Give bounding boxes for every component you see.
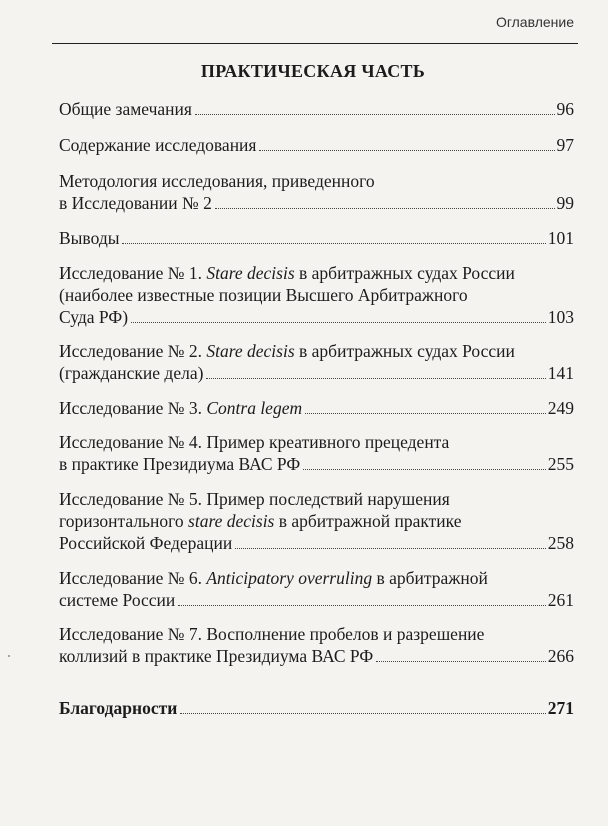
dot-leader (122, 243, 545, 244)
title-italic-text: Stare decisis (206, 263, 295, 283)
title-text: Исследование № 5. Пример последствий нарушения (59, 489, 450, 509)
title-text: Исследование № 7. Восполнение пробелов и разрешение (59, 624, 485, 644)
toc-entry-last-line (59, 453, 574, 475)
toc-entry[interactable] (59, 340, 574, 384)
title-text: в арбитражных судах России (294, 263, 515, 283)
toc-entry-title-line (59, 431, 574, 453)
title-italic-text: Contra legem (206, 398, 303, 418)
dot-leader (206, 378, 545, 379)
toc-entry[interactable] (59, 431, 574, 475)
toc-entry[interactable] (59, 567, 574, 611)
toc-entry-title (59, 192, 212, 214)
toc-entry-last-line (59, 532, 574, 554)
page-number: 141 (547, 363, 574, 383)
page-number: 103 (547, 307, 574, 327)
toc-entry[interactable] (59, 170, 574, 214)
title-text: в арбитражных судах России (294, 341, 515, 361)
title-text: Суда РФ) (59, 307, 129, 327)
toc-entry-last-line (59, 306, 574, 328)
title-text: Благодарности (59, 698, 178, 718)
toc-entry-title (59, 227, 119, 249)
dot-leader (178, 605, 545, 606)
page-number: 97 (556, 135, 574, 155)
title-text: в практике Президиума ВАС РФ (59, 454, 301, 474)
toc-entry-title-line (59, 340, 574, 362)
title-text: в Исследовании № 2 (59, 193, 212, 213)
title-text: Выводы (59, 228, 120, 248)
toc-entry-title (59, 397, 302, 419)
dot-leader (195, 114, 555, 115)
dot-leader (303, 469, 546, 470)
toc-entry-title-line (59, 567, 574, 589)
dot-leader (215, 208, 555, 209)
header-rule (52, 43, 578, 44)
title-text: в арбитражной практике (274, 511, 462, 531)
toc-entry-last-line (59, 697, 574, 719)
page-number: 258 (547, 533, 574, 553)
toc-entry-last-line (59, 98, 574, 120)
title-text: коллизий в практике Президиума ВАС РФ (59, 646, 374, 666)
toc-entry-title-line (59, 488, 574, 510)
toc-entry[interactable] (59, 262, 574, 328)
dot-leader (131, 322, 546, 323)
title-text: Исследование № 1. (59, 263, 207, 283)
page-speck (8, 655, 10, 657)
dot-leader (235, 548, 545, 549)
page-number: 266 (547, 646, 574, 666)
page-number: 261 (547, 590, 574, 610)
toc-entry-title (59, 453, 300, 475)
page-number: 99 (556, 193, 574, 213)
page-number: 249 (547, 398, 574, 418)
toc-entry-last-line (59, 362, 574, 384)
toc-entry-title (59, 306, 128, 328)
dot-leader (305, 413, 546, 414)
toc-entry-title-line (59, 510, 574, 532)
title-text: системе России (59, 590, 176, 610)
toc-entry-title (59, 362, 203, 384)
toc-entry-title (59, 697, 177, 719)
title-text: Общие замечания (59, 99, 192, 119)
title-text: Российской Федерации (59, 533, 233, 553)
toc-entry-title (59, 98, 192, 120)
title-text: (гражданские дела) (59, 363, 204, 383)
title-text: Исследование № 2. (59, 341, 207, 361)
toc-entry-title (59, 532, 232, 554)
toc-entry-title-line (59, 284, 574, 306)
toc-entry-last-line (59, 645, 574, 667)
title-text: Исследование № 3. (59, 398, 207, 418)
toc-entry-title (59, 134, 256, 156)
title-italic-text: Stare decisis (206, 341, 295, 361)
title-text: Исследование № 4. Пример креативного прецедента (59, 432, 450, 452)
section-title: ПРАКТИЧЕСКАЯ ЧАСТЬ (200, 61, 426, 81)
page-number: 96 (556, 99, 574, 119)
toc-entry-last-line (59, 192, 574, 214)
page-number: 255 (547, 454, 574, 474)
running-header: Оглавление (495, 14, 574, 30)
toc-entry-title (59, 589, 175, 611)
dot-leader (180, 713, 545, 714)
page-number: 271 (547, 698, 574, 718)
title-text: Методология исследования, приведенного (59, 171, 375, 191)
toc-entry[interactable] (59, 397, 574, 419)
toc-entry[interactable] (59, 488, 574, 554)
dot-leader (259, 150, 554, 151)
page-number: 101 (547, 228, 574, 248)
toc-entry[interactable] (59, 134, 574, 156)
title-text: в арбитражной (372, 568, 488, 588)
title-text: Содержание исследования (59, 135, 257, 155)
title-italic-text: Anticipatory overruling (206, 568, 373, 588)
toc-entry-title-line (59, 170, 574, 192)
title-text: (наиболее известные позиции Высшего Арбитражного (59, 285, 468, 305)
title-text: Исследование № 6. (59, 568, 207, 588)
toc-entry[interactable] (59, 227, 574, 249)
toc-entry-title-line (59, 262, 574, 284)
toc-entry-last-line (59, 227, 574, 249)
toc-entry-last-line (59, 589, 574, 611)
toc-entry-last-line (59, 134, 574, 156)
toc-entry[interactable] (59, 623, 574, 667)
title-text: горизонтального (59, 511, 189, 531)
title-italic-text: stare decisis (188, 511, 275, 531)
table-of-contents (59, 98, 574, 719)
dot-leader (376, 661, 546, 662)
toc-entry[interactable] (59, 98, 574, 120)
toc-entry-title (59, 645, 373, 667)
toc-entry-last-line (59, 397, 574, 419)
toc-entry-title-line (59, 623, 574, 645)
toc-entry[interactable] (59, 697, 574, 719)
